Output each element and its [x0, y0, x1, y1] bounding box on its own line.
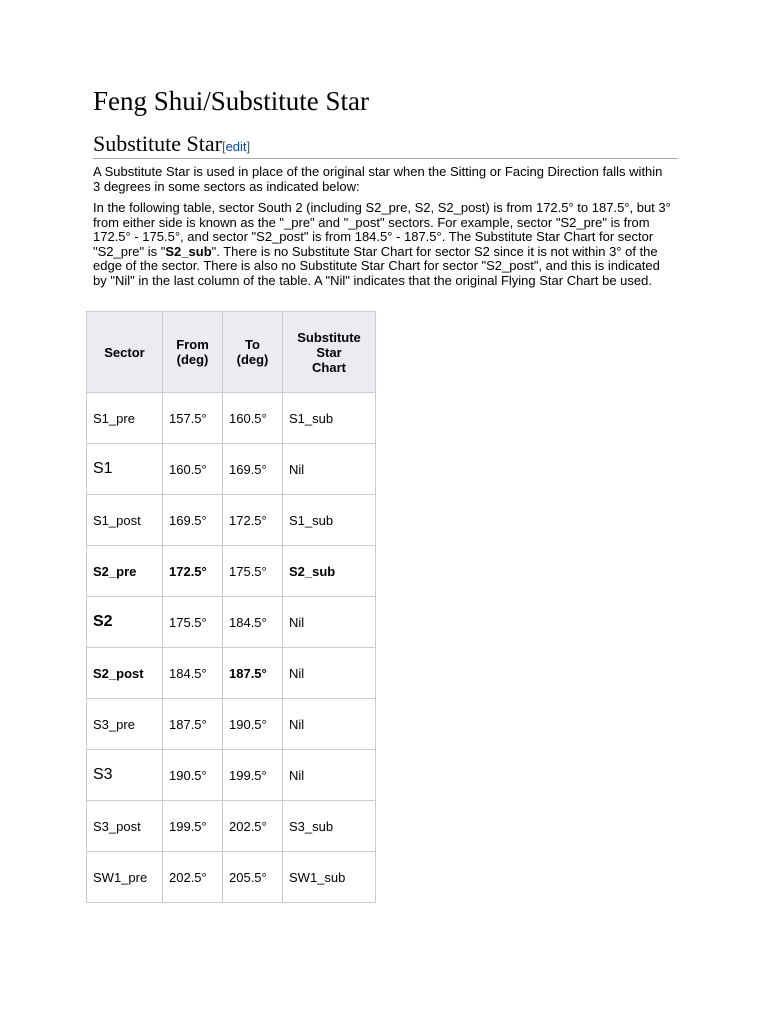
cell-substitute: S2_sub: [283, 546, 376, 597]
cell-to: 184.5°: [223, 597, 283, 648]
header-sector: [87, 312, 163, 393]
header-from: [163, 312, 223, 393]
cell-from: 199.5°: [163, 801, 223, 852]
cell-substitute: Nil: [283, 750, 376, 801]
cell-sector: S1_post: [87, 495, 163, 546]
header-from-line2: (deg): [176, 352, 209, 367]
header-sub-line1: Substitute: [297, 329, 361, 345]
table-header-row: [87, 312, 376, 393]
explanation-text-2: ". There is no Substitute Star Chart for sector S2 since it is not within 3° of the edge of the sector. There is also no Substitute Star Chart for sector "S2_post", and this is indicated by "Nil" in the last column of the table. A "Nil" indicates that the original Flying Star Chart be used.: [93, 243, 660, 288]
table-row: [87, 852, 376, 903]
cell-sector: S2: [87, 597, 163, 648]
cell-from: 169.5°: [163, 495, 223, 546]
cell-from: 190.5°: [163, 750, 223, 801]
cell-from: 184.5°: [163, 648, 223, 699]
cell-sector: S2_pre: [87, 546, 163, 597]
cell-to: 199.5°: [223, 750, 283, 801]
cell-substitute: Nil: [283, 444, 376, 495]
edit-bracket-close: ]: [246, 139, 251, 154]
page-title: Feng Shui/Substitute Star: [93, 86, 370, 116]
header-substitute: [283, 312, 376, 393]
header-to: [223, 312, 283, 393]
cell-from: 202.5°: [163, 852, 223, 903]
sector-table: [86, 311, 376, 903]
cell-from: 157.5°: [163, 393, 223, 444]
table-row: [87, 648, 376, 699]
edit-section: [222, 139, 250, 154]
table-row: [87, 444, 376, 495]
cell-to: 172.5°: [223, 495, 283, 546]
table-row: [87, 393, 376, 444]
cell-substitute: Nil: [283, 648, 376, 699]
section-title: Substitute Star: [93, 131, 222, 156]
edit-bracket-open: [: [221, 139, 226, 154]
cell-from: 172.5°: [163, 546, 223, 597]
cell-to: 190.5°: [223, 699, 283, 750]
cell-to: 175.5°: [223, 546, 283, 597]
cell-from: 175.5°: [163, 597, 223, 648]
edit-link[interactable]: edit: [225, 139, 247, 154]
header-to-line1: To: [245, 337, 260, 352]
table-row: [87, 495, 376, 546]
section-heading: [93, 131, 678, 159]
cell-from: 160.5°: [163, 444, 223, 495]
cell-to: 160.5°: [223, 393, 283, 444]
table-row: [87, 597, 376, 648]
table-row: [87, 546, 376, 597]
intro-paragraph: A Substitute Star is used in place of the original star when the Sitting or Facing Direction falls within 3 degrees in some sectors as indicated below:: [93, 164, 663, 194]
cell-substitute: Nil: [283, 699, 376, 750]
header-sub-line3: Chart: [312, 359, 346, 375]
cell-to: 205.5°: [223, 852, 283, 903]
table-row: [87, 699, 376, 750]
header-to-line2: (deg): [236, 352, 269, 367]
header-from-line1: From: [176, 337, 209, 352]
table-row: [87, 750, 376, 801]
cell-substitute: S3_sub: [283, 801, 376, 852]
cell-to: 169.5°: [223, 444, 283, 495]
table-row: [87, 801, 376, 852]
cell-sector: SW1_pre: [87, 852, 163, 903]
cell-sector: S3_post: [87, 801, 163, 852]
explanation-text-1: In the following table, sector South 2 (including S2_pre, S2, S2_post) is from 172.5° to 187.5°, but 3° from either side is known as the "_pre" and "_post" sectors. For example, sector "S2_pre" is from 172.5° - 175.5°, and sector "S2_post" is from 184.5° - 187.5°. The Substitute Star Chart for sector "S2_pre" is ": [93, 200, 671, 259]
header-sub-line2: Star: [316, 344, 342, 360]
header-sector-label: Sector: [104, 344, 145, 360]
cell-to: 202.5°: [223, 801, 283, 852]
explanation-bold: S2_sub: [165, 243, 212, 259]
cell-substitute: Nil: [283, 597, 376, 648]
cell-substitute: S1_sub: [283, 393, 376, 444]
cell-sector: S2_post: [87, 648, 163, 699]
cell-substitute: S1_sub: [283, 495, 376, 546]
cell-sector: S1_pre: [87, 393, 163, 444]
cell-to: 187.5°: [223, 648, 283, 699]
cell-sector: S1: [87, 444, 163, 495]
cell-from: 187.5°: [163, 699, 223, 750]
explanation-paragraph: [93, 201, 673, 289]
cell-sector: S3: [87, 750, 163, 801]
cell-sector: S3_pre: [87, 699, 163, 750]
cell-substitute: SW1_sub: [283, 852, 376, 903]
